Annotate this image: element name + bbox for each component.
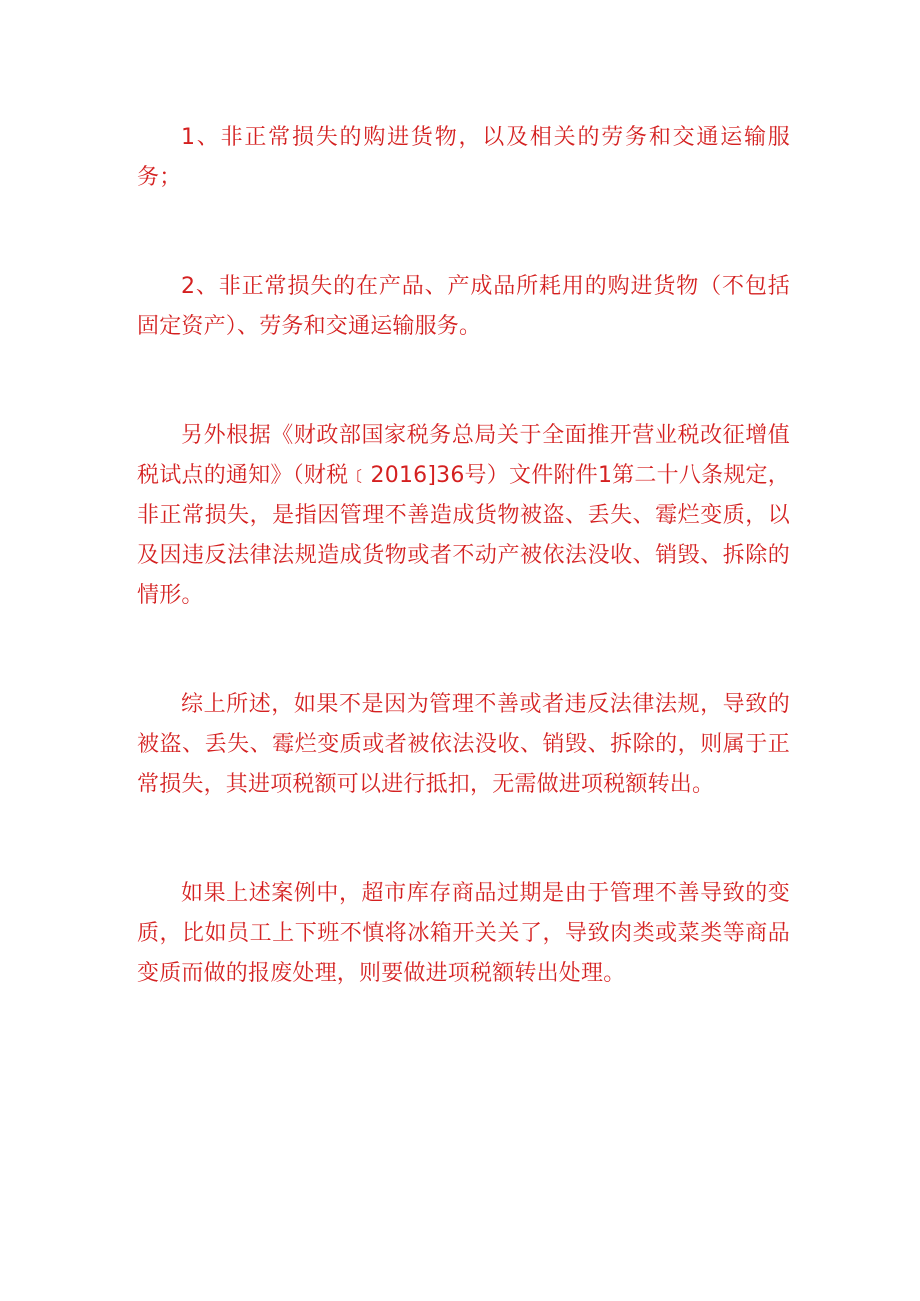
paragraph-regulation: 另外根据《财政部国家税务总局关于全面推开营业税改征增值税试点的通知》（财税﹝2016]36号）文件附件1第二十八条规定，非正常损失，是指因管理不善造成货物被盗、丢失、霉烂变质，以及因违反法律法规造成货物或者不动产被依法没收、销毁、拆除的情形。 [137,423,790,608]
paragraph-item-2: 2、非正常损失的在产品、产成品所耗用的购进货物（不包括固定资产）、劳务和交通运输服务。 [137,274,790,339]
document-body [137,118,790,994]
paragraph-summary: 综上所述，如果不是因为管理不善或者违反法律法规，导致的被盗、丢失、霉烂变质或者被依法没收、销毁、拆除的，则属于正常损失，其进项税额可以进行抵扣，无需做进项税额转出。 [137,692,790,797]
paragraph-case: 如果上述案例中，超市库存商品过期是由于管理不善导致的变质，比如员工上下班不慎将冰箱开关关了，导致肉类或菜类等商品变质而做的报废处理，则要做进项税额转出处理。 [137,881,790,986]
paragraph-item-1: 1、非正常损失的购进货物，以及相关的劳务和交通运输服务； [137,125,790,190]
